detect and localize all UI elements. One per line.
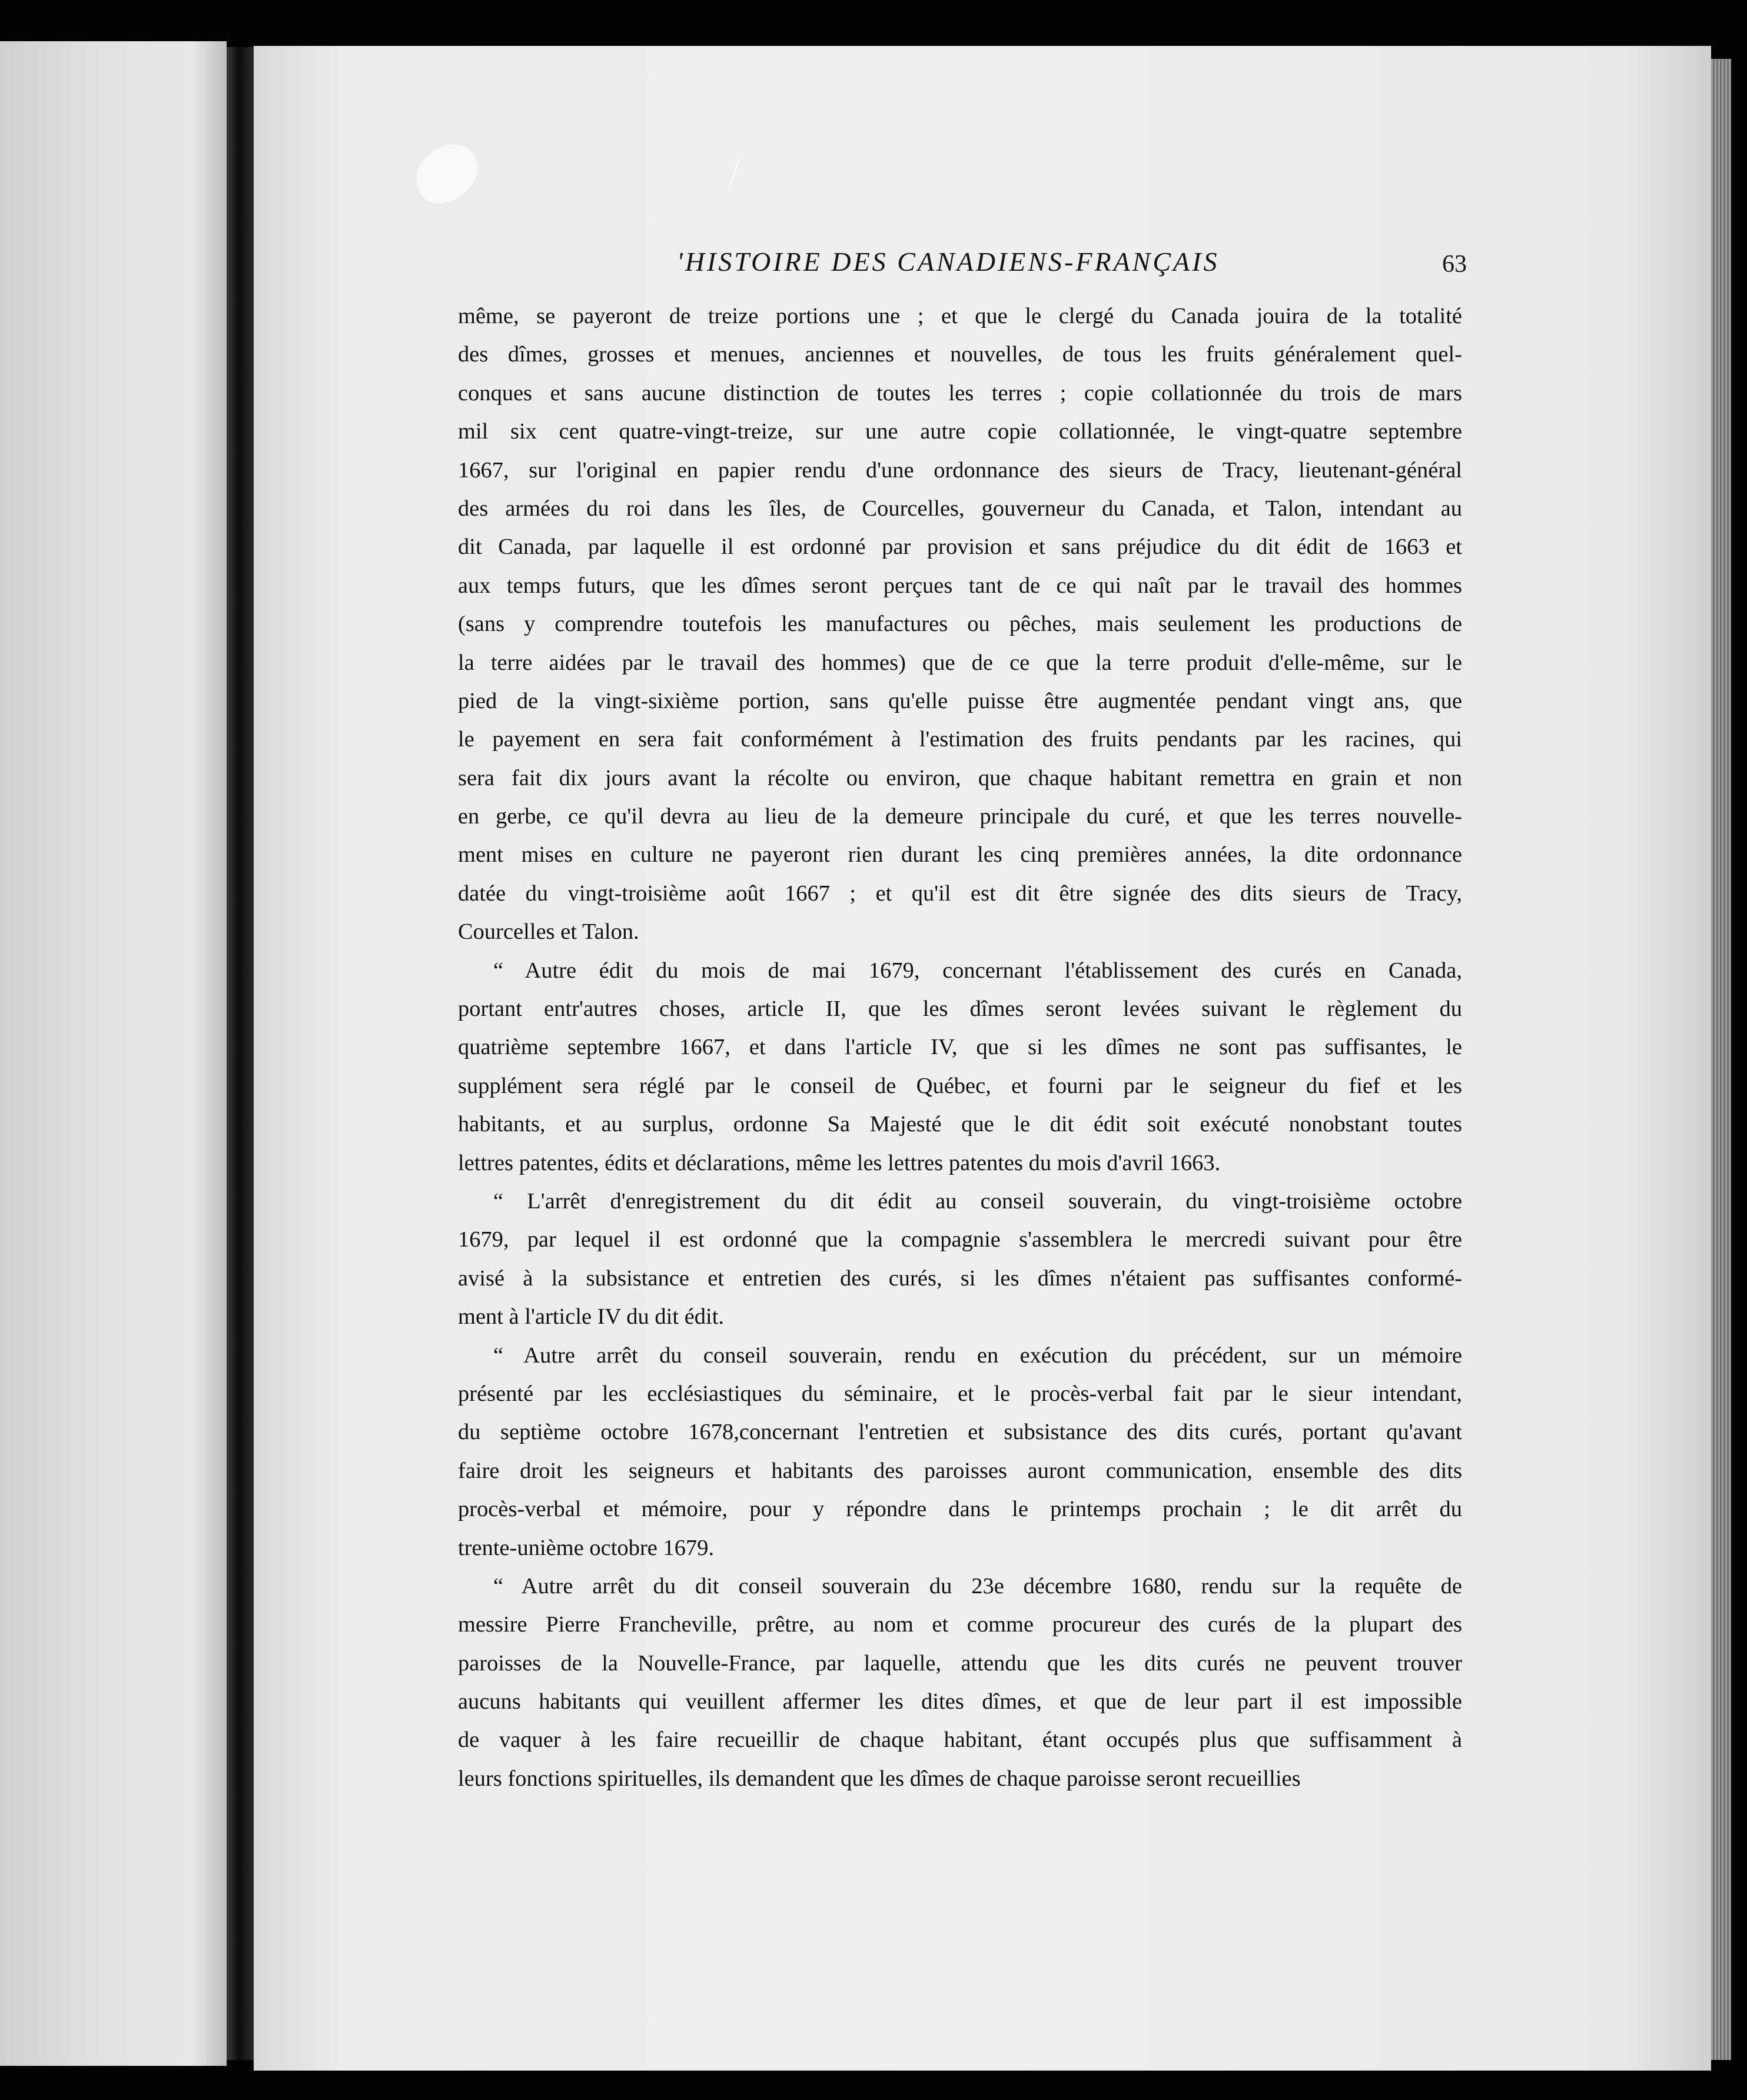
text-line: lettres patentes, édits et déclarations, même les lettres patentes du mois d'avril 1663. [458,1150,1221,1175]
text-line: en gerbe, ce qu'il devra au lieu de la demeure principale du curé, et que les terres nouvelle- [458,804,1462,829]
text-line: le payement en sera fait conformément à l'estimation des fruits pendants par les racines, qui [458,727,1462,752]
text-line: “ Autre arrêt du dit conseil souverain du 23e décembre 1680, rendu sur la requête de [493,1573,1462,1599]
text-line: (sans y comprendre toutefois les manufactures ou pêches, mais seulement les productions de [458,612,1462,637]
text-line: portant entr'autres choses, article II, que les dîmes seront levées suivant le règlement du [458,996,1462,1022]
text-line: aux temps futurs, que les dîmes seront perçues tant de ce qui naît par le travail des hommes [458,573,1462,598]
text-line: mil six cent quatre-vingt-treize, sur une autre copie collationnée, le vingt-quatre septembre [458,419,1462,444]
paragraph [458,297,1462,952]
text-line: pied de la vingt-sixième portion, sans qu'elle puisse être augmentée pendant vingt ans, que [458,688,1462,713]
paragraph [458,1337,1462,1567]
paragraph [458,1567,1462,1798]
text-line: conques et sans aucune distinction de toutes les terres ; copie collationnée du trois de mars [458,380,1462,406]
paragraph [458,1182,1462,1337]
text-line: 1679, par lequel il est ordonné que la compagnie s'assemblera le mercredi suivant pour être [458,1227,1462,1252]
text-line: messire Pierre Francheville, prêtre, au nom et comme procureur des curés de la plupart des [458,1612,1462,1637]
text-line: ment mises en culture ne payeront rien durant les cinq premières années, la dite ordonnance [458,842,1462,868]
text-line: présenté par les ecclésiastiques du séminaire, et le procès-verbal fait par le sieur intendant, [458,1381,1462,1406]
text-line: leurs fonctions spirituelles, ils demandent que les dîmes de chaque paroisse seront recueillies [458,1766,1301,1791]
text-line: “ Autre arrêt du conseil souverain, rendu en exécution du précédent, sur un mémoire [493,1343,1462,1368]
text-line: de vaquer à les faire recueillir de chaque habitant, étant occupés plus que suffisamment à [458,1727,1462,1753]
text-line: quatrième septembre 1667, et dans l'article IV, que si les dîmes ne sont pas suffisantes, le [458,1035,1462,1060]
text-line: sera fait dix jours avant la récolte ou environ, que chaque habitant remettra en grain et non [458,765,1462,790]
text-line: supplément sera réglé par le conseil de Québec, et fourni par le seigneur du fief et les [458,1073,1462,1098]
text-line: “ Autre édit du mois de mai 1679, concernant l'établissement des curés en Canada, [493,958,1462,983]
text-line: trente-unième octobre 1679. [458,1535,715,1560]
running-header: 'HISTOIRE DES CANADIENS-FRANÇAIS [677,247,1220,277]
text-line: même, se payeront de treize portions une ; et que le clergé du Canada jouira de la totalité [458,304,1462,328]
text-line: aucuns habitants qui veuillent affermer les dites dîmes, et que de leur part il est impossible [458,1689,1462,1714]
page-number: 63 [1442,251,1467,278]
text-line: Courcelles et Talon. [458,919,639,945]
text-line: habitants, et au surplus, ordonne Sa Majesté que le dit édit soit exécuté nonobstant toutes [458,1112,1462,1137]
text-line: avisé à la subsistance et entretien des curés, si les dîmes n'étaient pas suffisantes conformé- [458,1265,1462,1291]
page-edges [1711,59,1731,2060]
text-line: ment à l'article IV du dit édit. [458,1304,725,1330]
text-line: paroisses de la Nouvelle-France, par laquelle, attendu que les dits curés ne peuvent trouver [458,1650,1462,1676]
text-line: du septième octobre 1678,concernant l'entretien et subsistance des dits curés, portant qu'avant [458,1420,1462,1445]
text-line: “ L'arrêt d'enregistrement du dit édit au conseil souverain, du vingt-troisième octobre [493,1188,1462,1214]
text-line: la terre aidées par le travail des hommes) que de ce que la terre produit d'elle-même, sur le [458,650,1462,675]
text-line: procès-verbal et mémoire, pour y répondre dans le printemps prochain ; le dit arrêt du [458,1497,1462,1522]
body-text [458,297,1462,1798]
paragraph [458,952,1462,1182]
text-line: faire droit les seigneurs et habitants des paroisses auront communication, ensemble des dits [458,1458,1462,1483]
facing-page-edge [0,41,227,2066]
book-gutter [227,47,254,2060]
text-line: des dîmes, grosses et menues, anciennes et nouvelles, de tous les fruits généralement quel- [458,342,1462,367]
text-line: des armées du roi dans les îles, de Courcelles, gouverneur du Canada, et Talon, intendant au [458,496,1462,521]
text-line: 1667, sur l'original en papier rendu d'une ordonnance des sieurs de Tracy, lieutenant-général [458,457,1462,483]
text-line: datée du vingt-troisième août 1667 ; et qu'il est dit être signée des dits sieurs de Tracy, [458,880,1462,906]
text-line: dit Canada, par laquelle il est ordonné par provision et sans préjudice du dit édit de 1663 et [458,534,1462,560]
